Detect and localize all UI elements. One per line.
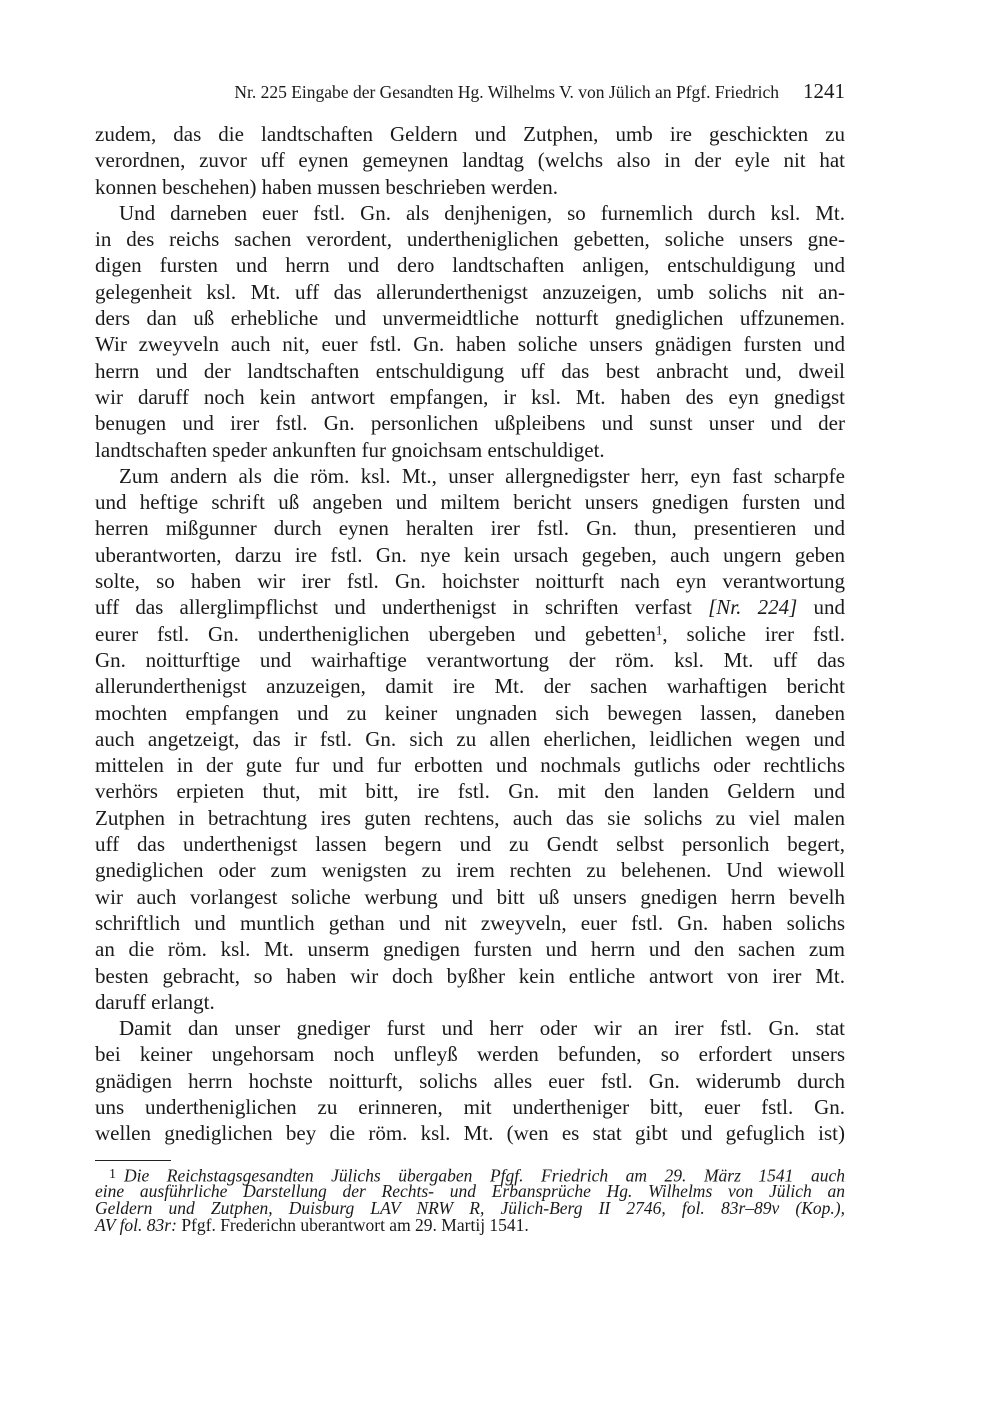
text-segment: solte, so haben wir irer fstl. Gn. hoichster noitturft nach eyn verantwortung (95, 569, 845, 594)
text-line (95, 121, 845, 147)
text-segment: verordnen, zuvor uff eynen gemeynen landtag (welchs also in der eyle nit hat (95, 148, 845, 173)
text-segment: besten gebracht, so haben wir doch byßher kein entliche antwort von irer Mt. (95, 963, 845, 988)
text-line (95, 305, 845, 331)
text-segment: uff das underthenigst lassen begern und zu Gendt selbst personlich begert, (95, 832, 845, 857)
text-segment: allerunderthenigst anzuzeigen, damit ire Mt. der sachen warhaftigen bericht (95, 674, 845, 699)
text-segment: wellen gnediglichen bey die röm. ksl. Mt. (wen es stat gibt und gefuglich ist) (95, 1121, 845, 1146)
footnote-reference[interactable]: 1 (655, 622, 663, 638)
text-line (95, 1041, 845, 1067)
text-line (95, 147, 845, 173)
text-segment: gnediglichen oder zum wenigsten zu irem rechten zu belehenen. Und wiewoll (95, 858, 845, 883)
text-line (95, 752, 845, 778)
text-segment: bei keiner ungehorsam noch unfleyß werden befunden, so erfordert unsers (95, 1042, 845, 1067)
text-segment: daruff erlangt. (95, 989, 215, 1014)
text-segment: Pfgf. Frederichn uberantwort am 29. Martij 1541. (176, 1215, 529, 1235)
text-line (95, 358, 845, 384)
text-line (95, 568, 845, 594)
text-line (95, 174, 845, 200)
text-segment: eurer fstl. Gn. undertheniglichen ubergeben und gebetten (95, 621, 656, 646)
text-segment: uns undertheniglichen zu erinneren, mit undertheniger bitt, euer fstl. Gn. (95, 1094, 845, 1119)
text-segment: uff das allerglimpflichst und underthenigst in schriften verfast (95, 595, 709, 620)
text-segment: Und darneben euer fstl. Gn. als denjhenigen, so furnemlich durch ksl. Mt. (119, 200, 845, 225)
text-line (95, 963, 845, 989)
text-segment: an die röm. ksl. Mt. unserm gnedigen fursten und herrn und den sachen zum (95, 937, 845, 962)
footnote (95, 1166, 845, 1234)
text-segment: und heftige schrift uß angeben und miltem bericht unsers gnedigen fursten und (95, 490, 845, 515)
text-line (95, 805, 845, 831)
text-line (95, 463, 845, 489)
text-line (95, 384, 845, 410)
text-segment: zudem, das die landtschaften Geldern und Zutphen, umb ire geschickten zu (95, 122, 845, 146)
paragraph (95, 1015, 845, 1146)
italic-text: [Nr. 224] (708, 595, 798, 620)
text-segment: digen fursten und herrn und dero landtschaften anligen, entschuldigung und (95, 253, 845, 278)
text-segment: auch angetzeigt, das ir fstl. Gn. sich zu allen eherlichen, leidlichen wegen und (95, 726, 845, 751)
text-line (95, 700, 845, 726)
text-line (95, 936, 845, 962)
footnote-number: 1 (109, 1167, 116, 1182)
text-segment: mittelen in der gute fur und fur erbotten und nochmals gutlichs oder rechtlichs (95, 753, 845, 778)
text-segment: , soliche irer fstl. (662, 621, 845, 646)
running-title: Nr. 225 Eingabe der Gesandten Hg. Wilhelms V. von Jülich an Pfgf. Friedrich (234, 82, 779, 102)
text-line (95, 673, 845, 699)
italic-text: AV fol. 83r: (95, 1215, 177, 1235)
text-segment: mochten empfangen und zu keiner ungnaden sich bewegen lassen, daneben (95, 700, 845, 725)
text-line (95, 252, 845, 278)
text-line (95, 226, 845, 252)
text-segment: gnädigen herrn hochste noitturft, solichs alles euer fstl. Gn. widerumb durch (95, 1068, 845, 1093)
text-line (95, 515, 845, 541)
text-segment: schriftlich und muntlich gethan und nit zweyveln, euer fstl. Gn. haben solichs (95, 910, 845, 935)
text-segment: wir daruff noch kein antwort empfangen, ir ksl. Mt. haben des eyn gnedigst (95, 384, 845, 409)
text-line (95, 621, 845, 647)
main-text (95, 121, 845, 1147)
text-segment: Zutphen in betrachtung ires guten rechtens, auch das sie solichs zu viel malen (95, 805, 845, 830)
text-line (95, 778, 845, 804)
text-segment: Gn. noitturftige und wairhaftige verantwortung der röm. ksl. Mt. uff das (95, 647, 845, 672)
text-line (95, 884, 845, 910)
text-line (95, 279, 845, 305)
text-segment: landtschaften speder ankunften fur gnoichsam entschuldiget. (95, 437, 605, 462)
text-line (95, 857, 845, 883)
text-segment: benugen und irer fstl. Gn. personlichen ußpleibens und sunst unser und der (95, 411, 845, 436)
text-line (95, 1068, 845, 1094)
text-line (95, 200, 845, 226)
text-segment: Damit dan unser gnediger furst und herr oder wir an irer fstl. Gn. stat (119, 1016, 845, 1041)
text-line (95, 910, 845, 936)
text-line (95, 1094, 845, 1120)
text-line (95, 831, 845, 857)
text-segment: wir auch vorlangest soliche werbung und bitt uß unsers gnedigen herrn bevelh (95, 884, 845, 909)
text-segment: herren mißgunner durch eynen heralten irer fstl. Gn. thun, presentieren und (95, 516, 845, 541)
text-line (95, 647, 845, 673)
text-segment: verhörs erpieten thut, mit bitt, ire fstl. Gn. mit den landen Geldern und (95, 779, 845, 804)
footnote-rule (95, 1160, 171, 1161)
text-segment: Wir zweyveln auch nit, euer fstl. Gn. haben soliche unsers gnädigen fursten und (95, 332, 845, 357)
text-line (95, 437, 845, 463)
text-segment: Zum andern als die röm. ksl. Mt., unser allergnedigster herr, eyn fast scharpfe (119, 463, 845, 488)
text-segment: uberantworten, darzu ire fstl. Gn. nye kein ursach gegeben, auch ungern geben (95, 542, 845, 567)
text-segment: konnen beschehen) haben mussen beschrieben werden. (95, 174, 558, 199)
italic-text: Geldern und Zutphen, Duisburg LAV NRW R, Jülich-Berg II 2746, fol. 83r–89v (Kop.), (95, 1198, 845, 1218)
page-number: 1241 (803, 79, 845, 103)
text-line (95, 331, 845, 357)
text-line (95, 989, 845, 1015)
text-line (95, 594, 845, 620)
paragraph (95, 121, 845, 200)
text-line (95, 1015, 845, 1041)
paragraph (95, 463, 845, 1015)
text-segment: in des reichs sachen verordent, undertheniglichen gebetten, soliche unsers gne- (95, 227, 845, 252)
footnote-line (95, 1217, 845, 1234)
italic-text: eine ausführliche Darstellung der Rechts- und Erbansprüche Hg. Wilhelms von Jülich an (95, 1181, 845, 1201)
italic-text: Die Reichstagsgesandten Jülichs übergaben Pfgf. Friedrich am 29. März 1541 auch (124, 1165, 845, 1186)
paragraph (95, 200, 845, 463)
text-line (95, 410, 845, 436)
running-header (95, 79, 845, 107)
text-line (95, 726, 845, 752)
text-segment: herrn und der landtschaften entschuldigung uff das best anbracht und, dweil (95, 358, 845, 383)
text-segment: und (797, 595, 846, 620)
text-line (95, 1120, 845, 1146)
text-segment: ders dan uß erhebliche und unvermeidtliche notturft gnediglichen uffzunemen. (95, 306, 845, 331)
text-line (95, 489, 845, 515)
text-segment: gelegenheit ksl. Mt. uff das allerunderthenigst anzuzeigen, umb solichs nit an- (95, 279, 845, 304)
text-line (95, 542, 845, 568)
